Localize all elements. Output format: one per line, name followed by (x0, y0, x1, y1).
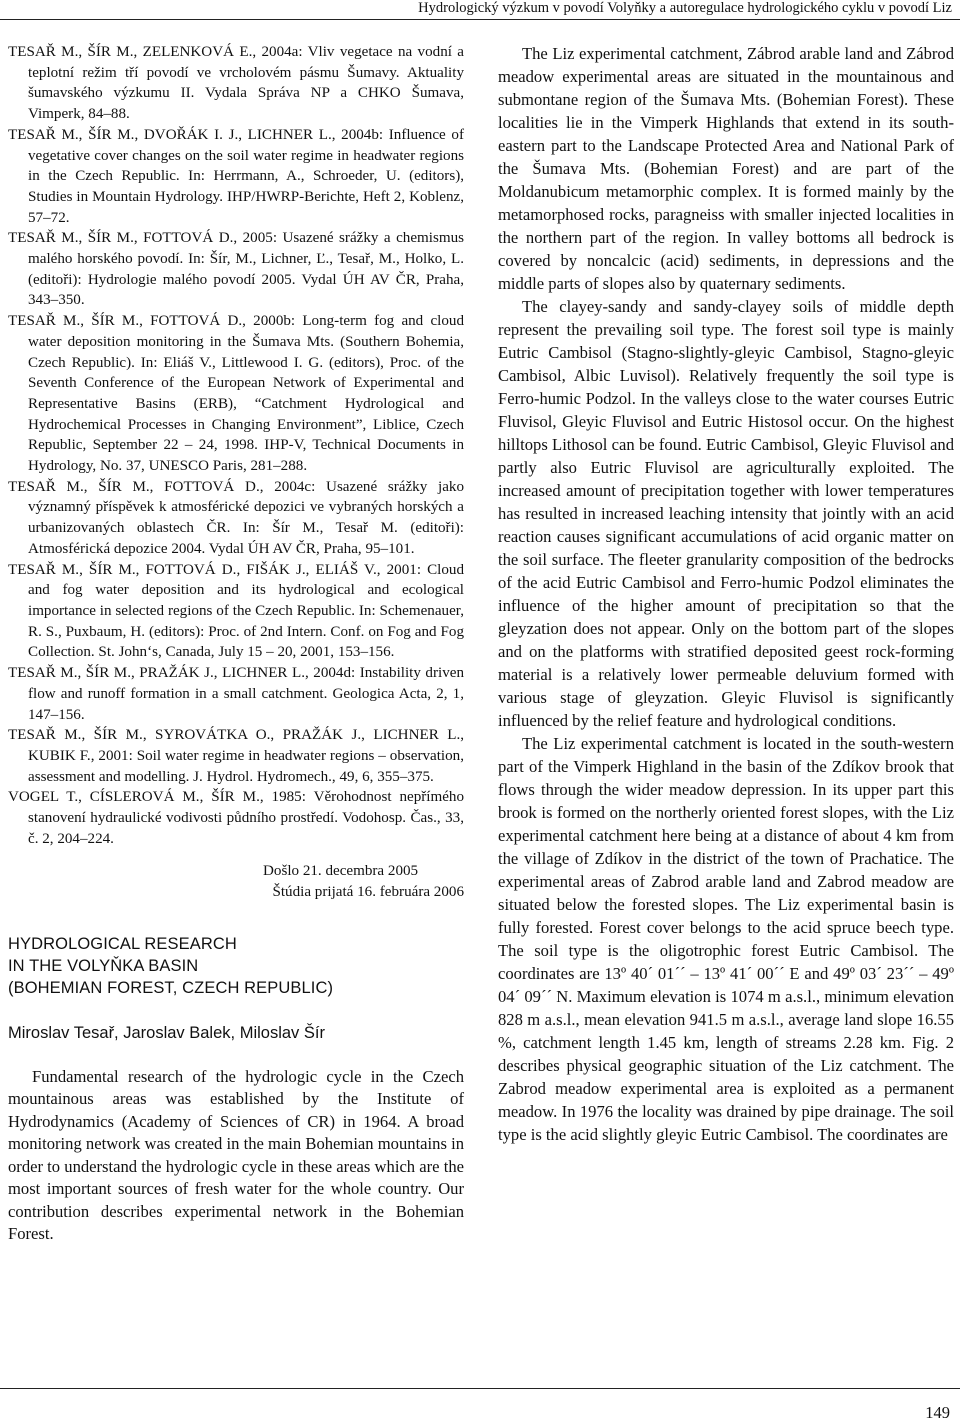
footer-rule (0, 1388, 960, 1389)
right-column (498, 42, 954, 1146)
reference-item: TESAŘ M., ŠÍR M., PRAŽÁK J., LICHNER L., 2004d: Instability driven flow and runoff formation in a small catchment. Geologica Acta, 2, 1, 147–156. (8, 665, 464, 723)
running-header: Hydrologický výzkum v povodí Volyňky a autoregulace hydrologického cyklu v povodí Liz (418, 0, 952, 16)
accepted-date: Štúdia prijatá 16. februára 2006 (272, 884, 464, 901)
reference-item: VOGEL T., CÍSLEROVÁ M., ŠÍR M., 1985: Věrohodnost nepřímého stanovení hydraulické vodivosti půdního prostředí. Vodohosp. Čas., 33, č. 2, 204–224. (8, 789, 464, 847)
reference-item: TESAŘ M., ŠÍR M., FOTTOVÁ D., 2005: Usazené srážky a chemismus malého horského povodí. In: Šír, M., Lichner, Ľ., Tesař, M., Holko, L. (editoři): Hydrologie malého povodí 2005. Vydal ÚH AV ČR, Praha, 343–350. (8, 230, 464, 309)
body-paragraph: The Liz experimental catchment, Zábrod arable land and Zábrod meadow experimental areas are situated in the mountainous and submontane region of the Šumava Mts. (Bohemian Forest). These localities lie in the Vimperk Highlands that extend in its south-eastern part to the Landscape Protected Area and National Park of the Šumava Mts. (Bohemian Forest) and are part of the Moldanubicum metamorphic complex. It is formed mainly by the metamorphosed rocks, paragneiss with smaller injected localities in the northern part of the region. In valley bottoms all bedrock is covered by noncalcic (acid) sediments, in depressions and the middle parts of slopes also by quaternary sediments. (498, 44, 954, 293)
title-line: IN THE VOLYŇKA BASIN (8, 956, 199, 975)
reference-item: TESAŘ M., ŠÍR M., FOTTOVÁ D., 2004c: Usazené srážky jako významný příspěvek k atmosférické depozici ve vybraných horských a urbanizovaných oblastech ČR. In: Šír M., Tesař M. (editoři): Atmosférická depozice 2004. Vydal ÚH AV ČR, Praha, 95–101. (8, 478, 464, 557)
body-paragraph: The clayey-sandy and sandy-clayey soils of middle depth represent the prevailing soil type. The forest soil type is mainly Eutric Cambisol (Stagno-slightly-gleyic Cambisol, Stagno-gleyic Cambisol, Albic Luvisol). Relatively frequently the soil type is Ferro-humic Podzol. In the valleys close to the water courses Eutric Fluvisol, Gleyic Fluvisol and Eutric Histosol occur. On the highest hilltops Lithosol can be found. Eutric Cambisol, Gleyic Fluvisol and partly also Eutric Fluvisol are agriculturally exploited. The increased amount of precipitation together with lower temperatures has resulted in increased leaching intensity that jointly with an acid reaction causes significant accumulations of acid organic matter on the soil surface. The fleeter granularity composition of the bedrocks of the acid Eutric Cambisol and Ferro-humic Podzol eliminates the influence of the higher amount of precipitation so that the gleyzation does not appear. Only on the bottom part of the slopes and on the platforms with stratified deposited geest rock-forming material is a relatively lower permeable deluvium formed with various stage of gleyzation. Gleyic Fluvisol is significantly influenced by the relief feature and hydrological conditions. (498, 297, 954, 730)
left-column (8, 42, 464, 1262)
reference-item: TESAŘ M., ŠÍR M., FOTTOVÁ D., FIŠÁK J., ELIÁŠ V., 2001: Cloud and fog water deposition and its hydrological and ecological importance in selected regions of the Czech Republic. In: Schemenauer, R. S., Puxbaum, H. (editors): Proc. of 2nd Intern. Conf. on Fog and Fog Collection. St. John‘s, Canada, July 15 – 20, 2001, 153–156. (8, 561, 464, 661)
received-date: Došlo 21. decembra 2005 (263, 863, 419, 880)
reference-list (8, 42, 464, 849)
english-summary-title (8, 933, 464, 999)
reference-item: TESAŘ M., ŠÍR M., ZELENKOVÁ E., 2004a: Vliv vegetace na vodní a teplotní režim tří povodí ve vrcholovém pásmu Šumavy. Aktuality šumavského výzkumu II. Vydala Správa NP a CHKO Šumava, Vimperk, 84–88. (8, 44, 464, 123)
page-number: 149 (925, 1403, 950, 1422)
reference-item: TESAŘ M., ŠÍR M., SYROVÁTKA O., PRAŽÁK J., LICHNER L., KUBIK F., 2001: Soil water regime in headwater regions – observation, assessment and modelling. J. Hydrol. Hydromech., 49, 6, 355–375. (8, 727, 464, 785)
body-paragraph: The Liz experimental catchment is located in the south-western part of the Vimperk Highland in the basin of the Zdíkov brook that flows through the wider meadow depression. In its upper part this brook is formed on the northerly oriented forest slopes, with the Liz experimental catchment here being at a distance of about 4 km from the village of Zdíkov in the district of the town of Prachatice. The experimental areas of Zabrod arable land and Zabrod meadow are situated below the forested slopes. The Liz experimental basin is fully forested. Forest cover belongs to the acid spruce beech type. The soil type is the oligotrophic forest Eutric Cambisol. The coordinates are 13º 40´ 01´´ – 13º 41´ 00´´ E and 49º 03´ 23´´ – 49º 04´ 09´´ N. Maximum elevation is 1074 m a.s.l., minimum elevation 828 m a.s.l., mean elevation 941.5 m a.s.l., average land slope 16.55 %, catchment length 1.45 km, length of streams 2.28 km. Fig. 2 describes physical geographic situation of the Liz catchment. The Zabrod meadow experimental area is exploited as a permanent meadow. In 1976 the locality was drained by pipe drainage. The soil type is the acid slightly gleyic Eutric Cambisol. The coordinates are (498, 734, 954, 1144)
author-list: Miroslav Tesař, Jaroslav Balek, Miloslav Šír (8, 1023, 325, 1042)
title-line: HYDROLOGICAL RESEARCH (8, 934, 237, 953)
abstract-paragraph: Fundamental research of the hydrologic cycle in the Czech mountainous areas was established by the Institute of Hydrodynamics (Academy of Sciences of CR) in 1964. A broad monitoring network was created in the main Bohemian mountains in order to understand the hydrologic cycle in these areas which are the most important sources of fresh water for the whole country. Our contribution describes experimental network in the Bohemian Forest. (8, 1066, 464, 1244)
reference-item: TESAŘ M., ŠÍR M., FOTTOVÁ D., 2000b: Long-term fog and cloud water deposition monitoring in the Šumava Mts. (Southern Bohemia, Czech Republic). In: Eliáš V., Littlewood I. G. (editors), Proc. of the Seventh Conference of the European Network of Experimental and Representative Basins (ERB), “Catchment Hydrological and Hydrochemical Processes in Changing Environment”, Liblice, Czech Republic, September 22 – 24, 1998. IHP-V, Technical Documents in Hydrology, No. 37, UNESCO Paris, 281–288. (8, 313, 464, 475)
title-line: (BOHEMIAN FOREST, CZECH REPUBLIC) (8, 978, 334, 997)
received-dates (234, 861, 464, 902)
reference-item: TESAŘ M., ŠÍR M., DVOŘÁK I. J., LICHNER L., 2004b: Influence of vegetative cover changes on the soil water regime in headwater regions in the Czech Republic. In: Herrmann, A., Schroeder, U. (editors), Studies in Mountain Hydrology. IHP/HWRP-Berichte, Heft 2, Koblenz, 57–72. (8, 126, 464, 226)
header-rule (0, 19, 960, 20)
